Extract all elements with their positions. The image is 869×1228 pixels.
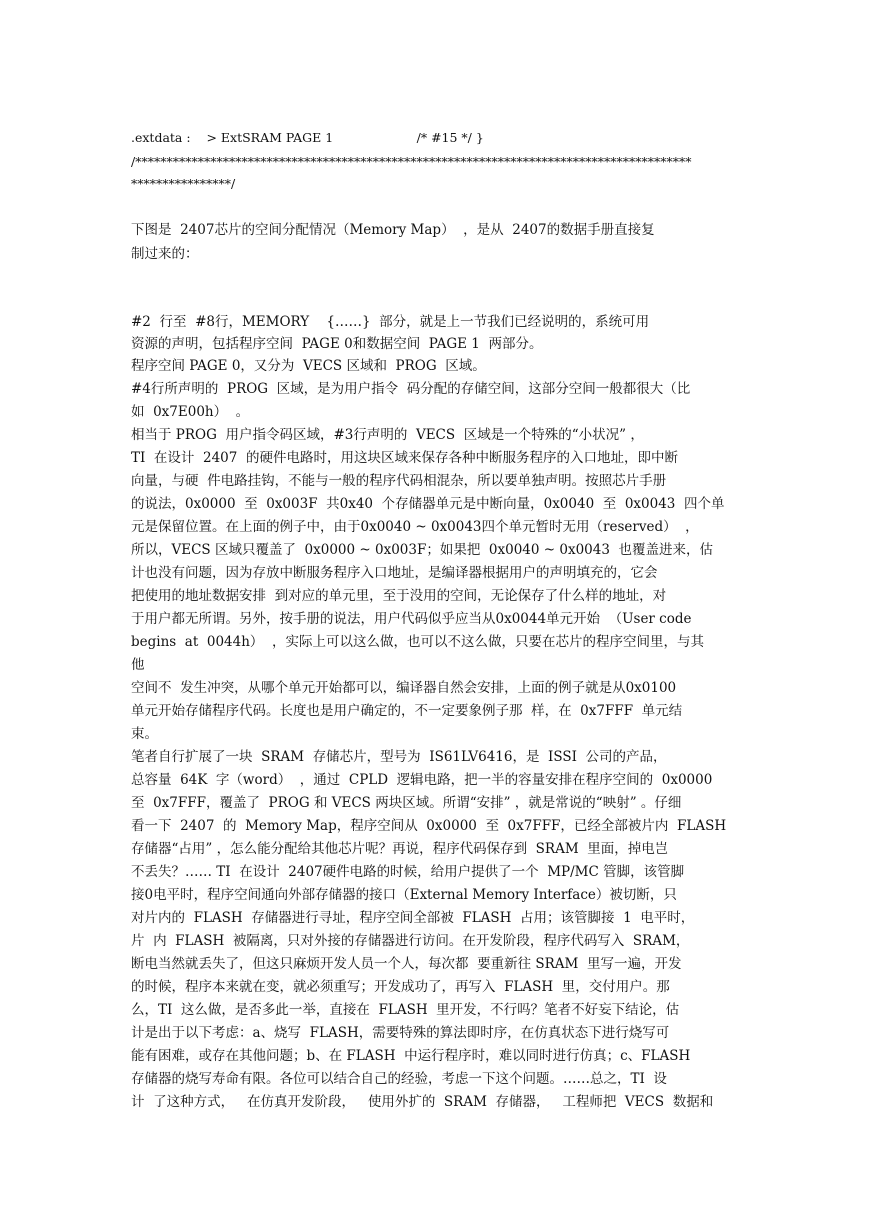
body-line: 对片内的 FLASH 存储器进行寻址，程序空间全部被 FLASH 占用；该管脚接 1 电平时，: [131, 910, 695, 926]
body-line: 空间不 发生冲突，从哪个单元开始都可以，编译器自然会安排，上面的例子就是从0x0100: [131, 680, 677, 696]
body-line: TI 在设计 2407 的硬件电路时，用这块区域来保存各种中断服务程序的入口地址，即中断: [131, 450, 678, 466]
body-line: 于用户都无所谓。另外，按手册的说法，用户代码似乎应当从0x0044单元开始 （User code: [131, 611, 692, 627]
body-line: 程序空间 PAGE 0，又分为 VECS 区域和 PROG 区域。: [131, 358, 486, 374]
body-line: 单元开始存储程序代码。长度也是用户确定的，不一定要象例子那 样，在 0x7FFF 单元结: [131, 703, 683, 719]
body-line: 计 了这种方式， 在仿真开发阶段， 使用外扩的 SRAM 存储器， 工程师把 VECS 数据和: [131, 1094, 714, 1110]
body-line: 笔者自行扩展了一块 SRAM 存储芯片，型号为 IS61LV6416，是 ISSI 公司的产品，: [131, 749, 667, 765]
body-line: 存储器的烧写寿命有限。各位可以结合自己的经验，考虑一下这个问题。……总之，TI 设: [131, 1071, 667, 1087]
body-line: 接0电平时，程序空间通向外部存储器的接口（External Memory Interface）被切断，只: [131, 887, 677, 903]
body-line: 他: [131, 657, 145, 673]
body-line: 么，TI 这么做，是否多此一举，直接在 FLASH 里开发，不行吗？笔者不好妄下结论，估: [131, 1002, 680, 1018]
body-line: 存储器“占用” ，怎么能分配给其他芯片呢？再说，程序代码保存到 SRAM 里面，掉电岂: [131, 841, 669, 857]
body-line: 所以，VECS 区域只覆盖了 0x0000 ~ 0x003F；如果把 0x0040 ~ 0x0043 也覆盖进来，估: [131, 542, 714, 558]
body-line: #4行所声明的 PROG 区域，是为用户指令 码分配的存储空间，这部分空间一般都很大（比: [131, 381, 691, 397]
body-line: 能有困难，或存在其他问题；b、在 FLASH 中运行程序时，难以同时进行仿真；c、FLASH: [131, 1048, 691, 1064]
intro-line: 下图是 2407芯片的空间分配情况（Memory Map） ，是从 2407的数据手册直接复: [131, 222, 655, 238]
body-line: 束。: [131, 726, 158, 742]
body-line: 看一下 2407 的 Memory Map，程序空间从 0x0000 至 0x7FFF，已经全部被片内 FLASH: [131, 818, 727, 834]
body-line: begins at 0044h） ，实际上可以这么做，也可以不这么做，只要在芯片的程序空间里，与其: [131, 634, 704, 650]
code-line: ****************/: [131, 176, 236, 191]
body-line: 至 0x7FFF，覆盖了 PROG 和 VECS 两块区域。所谓“安排” ，就是常说的“映射” 。仔细: [131, 795, 682, 811]
body-line: 向量，与硬 件电路挂钩，不能与一般的程序代码相混杂，所以要单独声明。按照芯片手册: [131, 473, 667, 489]
body-line: 计是出于以下考虑：a、烧写 FLASH，需要特殊的算法即时序，在仿真状态下进行烧写可: [131, 1025, 670, 1041]
code-line: /*****************************************************************************************: [131, 154, 692, 169]
body-line: 计也没有问题，因为存放中断服务程序入口地址，是编译器根据用户的声明填充的，它会: [131, 565, 658, 581]
body-line: 不丢失？…… TI 在设计 2407硬件电路的时候，给用户提供了一个 MP/MC 管脚，该管脚: [131, 864, 685, 880]
body-line: 元是保留位置。在上面的例子中，由于0x0040 ~ 0x0043四个单元暂时无用（reserved） ，: [131, 519, 699, 535]
body-line: 如 0x7E00h） 。: [131, 404, 250, 420]
body-line: 的时候，程序本来就在变，就必须重写；开发成功了，再写入 FLASH 里，交付用户。那: [131, 979, 670, 995]
body-line: 把使用的地址数据安排 到对应的单元里，至于没用的空间，无论保存了什么样的地址，对: [131, 588, 667, 604]
code-line: .extdata : > ExtSRAM PAGE 1 /* #15 */ }: [131, 130, 484, 145]
body-line: 断电当然就丢失了，但这只麻烦开发人员一个人，每次都 要重新往 SRAM 里写一遍，开发: [131, 956, 682, 972]
body-line: #2 行至 #8行，MEMORY {……} 部分，就是上一节我们已经说明的，系统可用: [131, 314, 650, 330]
body-line: 总容量 64K 字（word） ，通过 CPLD 逻辑电路，把一半的容量安排在程序空间的 0x0000: [131, 772, 713, 788]
body-line: 相当于 PROG 用户指令码区域，#3行声明的 VECS 区域是一个特殊的“小状况” ，: [131, 427, 644, 443]
intro-line: 制过来的：: [131, 246, 199, 262]
body-line: 的说法，0x0000 至 0x003F 共0x40 个存储器单元是中断向量，0x0040 至 0x0043 四个单: [131, 496, 725, 512]
body-line: 资源的声明，包括程序空间 PAGE 0和数据空间 PAGE 1 两部分。: [131, 336, 543, 352]
body-line: 片 内 FLASH 被隔离，只对外接的存储器进行访问。在开发阶段，程序代码写入 SRAM，: [131, 933, 690, 949]
